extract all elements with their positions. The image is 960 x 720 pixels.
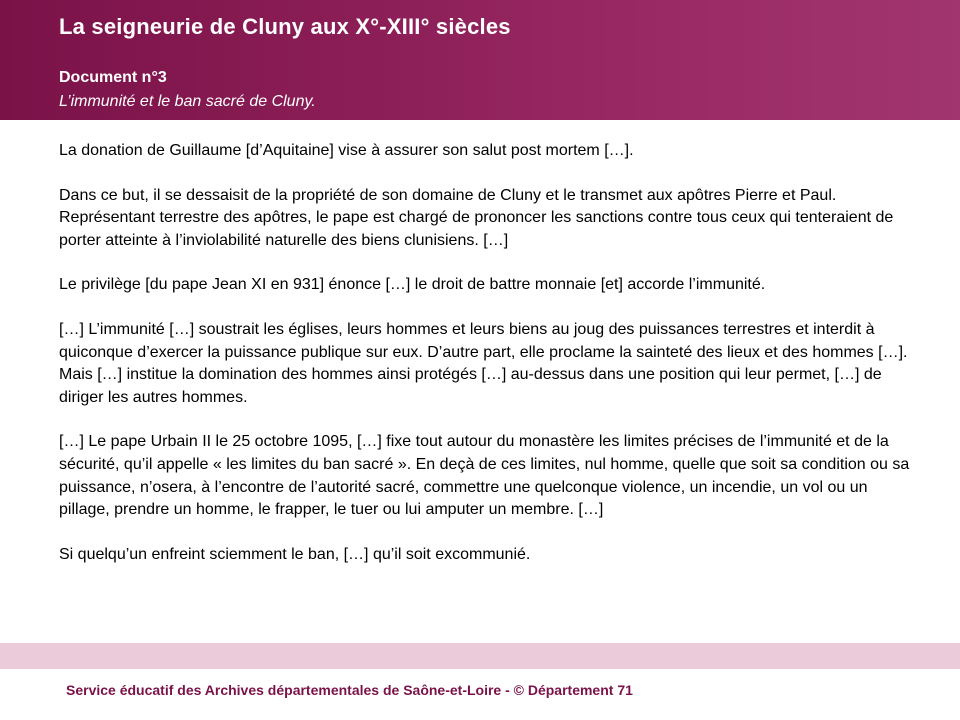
document-subtitle: L’immunité et le ban sacré de Cluny. bbox=[59, 93, 316, 110]
header-banner bbox=[0, 0, 960, 120]
paragraph: Dans ce but, il se dessaisit de la propriété de son domaine de Cluny et le transmet aux apôtres Pierre et Paul. Représentant terrestre des apôtres, le pape est chargé de prononcer les sanctions contre tous ceux qui tenteraient de porter atteinte à l’inviolabilité naturelle des biens clunisiens. […] bbox=[59, 186, 894, 249]
page-title: La seigneurie de Cluny aux X°-XIII° siècles bbox=[59, 14, 511, 39]
footer-credit: Service éducatif des Archives départementales de Saône-et-Loire - © Département 71 bbox=[66, 682, 633, 698]
decorative-cross-pattern bbox=[0, 643, 960, 669]
paragraph: […] L’immunité […] soustrait les églises, leurs hommes et leurs biens au joug des puissances terrestres et interdit à quiconque d’exercer la puissance publique sur eux. D’autre part, elle proclame la sainteté des lieux et des hommes […]. Mais […] institue la domination des hommes ainsi protégés […] au-dessus dans une position qui leur permet, […] de diriger les autres hommes. bbox=[59, 320, 908, 406]
paragraph: Le privilège [du pape Jean XI en 931] énonce […] le droit de battre monnaie [et] accorde l’immunité. bbox=[59, 276, 766, 294]
document-number: Document n°3 bbox=[59, 69, 167, 86]
document-body bbox=[59, 140, 919, 588]
paragraph: Si quelqu’un enfreint sciemment le ban, […] qu’il soit excommunié. bbox=[59, 545, 531, 563]
paragraph: […] Le pape Urbain II le 25 octobre 1095, […] fixe tout autour du monastère les limites précises de l’immunité et de la sécurité, qu’il appelle « les limites du ban sacré ». En deçà de ces limites, nul homme, quelle que soit sa condition ou sa puissance, n’osera, à l’encontre de l’autorité sacré, commettre une quelconque violence, un incendie, un vol ou un pillage, prendre un homme, le frapper, le tuer ou lui amputer un membre. […] bbox=[59, 433, 910, 519]
paragraph: La donation de Guillaume [d’Aquitaine] vise à assurer son salut post mortem […]. bbox=[59, 142, 634, 159]
